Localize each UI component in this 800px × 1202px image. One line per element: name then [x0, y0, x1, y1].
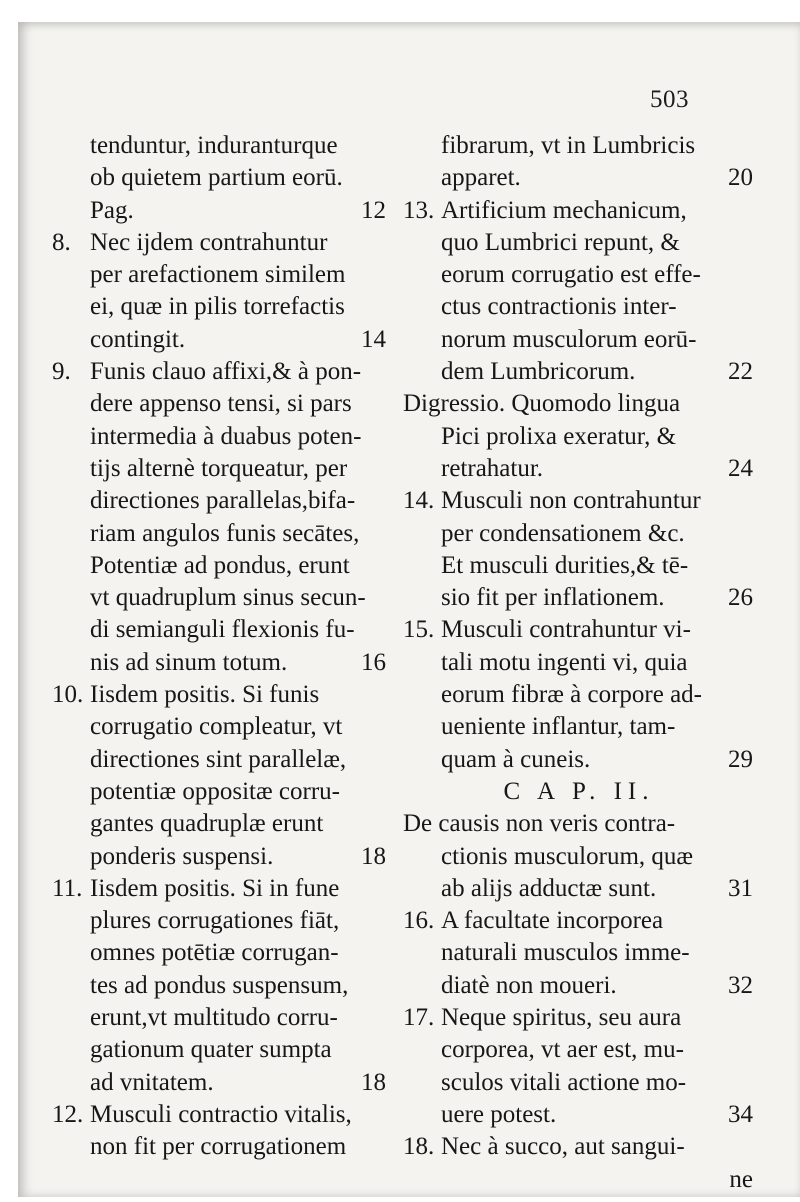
index-line [52, 679, 388, 711]
entry-text: di semianguli flexionis fu- [90, 616, 355, 644]
entry-text: eorum corrugatio est effe- [441, 261, 701, 289]
entry-text: Nec à succo, aut sangui- [441, 1133, 685, 1161]
index-line [52, 485, 388, 517]
index-line [403, 162, 755, 194]
index-line [403, 324, 755, 356]
page-reference: 18 [361, 1068, 386, 1096]
index-line [403, 421, 755, 453]
entry-text: per arefactionem similem [90, 261, 346, 289]
entry-text: Potentiæ ad pondus, erunt [90, 551, 350, 579]
index-line [403, 1131, 755, 1163]
index-line [403, 711, 755, 743]
catchword-line [403, 1164, 755, 1196]
entry-text: sculos vitali actione mo- [441, 1068, 687, 1096]
index-line [403, 905, 755, 937]
index-line [403, 1002, 755, 1034]
index-line [52, 162, 388, 194]
entry-text: plures corrugationes fiāt, [90, 907, 340, 935]
index-line [52, 291, 388, 323]
index-line [403, 550, 755, 582]
index-line [403, 518, 755, 550]
index-line [52, 421, 388, 453]
entry-number: 18. [403, 1133, 435, 1161]
entry-text: Musculi contractio vitalis, [90, 1100, 352, 1128]
entry-text: potentiæ oppositæ corru- [90, 777, 340, 805]
entry-number: 17. [403, 1004, 435, 1032]
index-line [52, 841, 388, 873]
index-line [52, 356, 388, 388]
index-line [52, 614, 388, 646]
index-line [52, 744, 388, 776]
entry-text: ab alijs adductæ sunt. [441, 874, 657, 902]
entry-text: corporea, vt aer est, mu- [441, 1036, 684, 1064]
page-reference: 12 [361, 196, 386, 224]
entry-text: sio fit per inflationem. [441, 584, 665, 612]
entry-text: De causis non veris contra- [403, 810, 676, 838]
index-line [403, 937, 755, 969]
entry-text: non fit per corrugationem [90, 1133, 347, 1161]
right-column [403, 130, 755, 1196]
entry-text: ei, quæ in pilis torrefactis [90, 293, 345, 321]
entry-text: uere potest. [441, 1100, 557, 1128]
entry-number: 14. [403, 487, 435, 515]
index-line [52, 1131, 388, 1163]
index-line [52, 970, 388, 1002]
entry-text: ad vnitatem. [90, 1068, 214, 1096]
entry-text: norum musculorum eorū- [441, 325, 697, 353]
index-line [403, 291, 755, 323]
page-reference: 20 [728, 164, 753, 192]
index-line [52, 582, 388, 614]
entry-text: tali motu ingenti vi, quia [441, 648, 688, 676]
index-line [403, 679, 755, 711]
index-line [403, 1034, 755, 1066]
index-line [52, 647, 388, 679]
entry-text: retrahatur. [441, 454, 544, 482]
index-line [403, 582, 755, 614]
entry-text: eorum fibræ à corpore ad- [441, 681, 702, 709]
entry-number: 12. [52, 1100, 84, 1128]
index-line [52, 873, 388, 905]
entry-text: Neque spiritus, seu aura [441, 1004, 682, 1032]
entry-number: 10. [52, 681, 84, 709]
entry-text: vt quadruplum sinus secun- [90, 584, 366, 612]
index-line [403, 873, 755, 905]
index-line [52, 937, 388, 969]
index-line [403, 1099, 755, 1131]
entry-text: Iisdem positis. Si in fune [90, 874, 340, 902]
entry-text: dem Lumbricorum. [441, 358, 636, 386]
index-line [403, 130, 755, 162]
chapter-heading: C A P. II. [503, 777, 655, 805]
entry-text: nis ad sinum totum. [90, 648, 288, 676]
entry-text: ob quietem partium eorū. [90, 164, 343, 192]
entry-text: erunt,vt multitudo corru- [90, 1004, 338, 1032]
entry-text: quam à cuneis. [441, 745, 591, 773]
index-line [403, 388, 755, 420]
entry-text: Nec ijdem contrahuntur [90, 228, 328, 256]
entry-number: 16. [403, 907, 435, 935]
page-reference: 32 [728, 971, 753, 999]
entry-text: ponderis suspensi. [90, 842, 274, 870]
page-reference: 34 [728, 1100, 753, 1128]
entry-text: ctionis musculorum, quæ [441, 842, 694, 870]
page-reference: 31 [728, 874, 753, 902]
index-line [403, 841, 755, 873]
index-line [403, 647, 755, 679]
entry-text: directiones parallelas,bifa- [90, 487, 356, 515]
book-page [18, 22, 800, 1197]
page-reference: 26 [728, 584, 753, 612]
index-line [52, 388, 388, 420]
index-line [52, 259, 388, 291]
entry-text: contingit. [90, 325, 186, 353]
entry-text: ctus contractionis inter- [441, 293, 677, 321]
index-line [52, 518, 388, 550]
index-line [403, 744, 755, 776]
entry-text: Digressio. Quomodo lingua [403, 390, 681, 418]
page-reference: 22 [728, 358, 753, 386]
entry-number: 11. [52, 874, 83, 902]
entry-text: tes ad pondus suspensum, [90, 971, 349, 999]
index-line [52, 776, 388, 808]
index-line [52, 1067, 388, 1099]
entry-text: A facultate incorporea [441, 907, 664, 935]
entry-text: directiones sint parallelæ, [90, 745, 347, 773]
index-line [52, 195, 388, 227]
entry-text: ueniente inflantur, tam- [441, 713, 676, 741]
entry-text: gantes quadruplæ erunt [90, 810, 324, 838]
page-number: 503 [650, 86, 689, 113]
left-column [52, 130, 388, 1164]
entry-text: Pag. [90, 196, 134, 224]
entry-text: per condensationem &c. [441, 519, 685, 547]
index-line [52, 1099, 388, 1131]
index-line [52, 324, 388, 356]
entry-text: Artificium mechanicum, [441, 196, 687, 224]
entry-text: naturali musculos imme- [441, 939, 690, 967]
entry-text: intermedia à duabus poten- [90, 422, 362, 450]
index-line [403, 195, 755, 227]
index-line [403, 614, 755, 646]
index-line [403, 356, 755, 388]
index-line [403, 485, 755, 517]
entry-text: quo Lumbrici repunt, & [441, 228, 680, 256]
entry-text: Iisdem positis. Si funis [90, 681, 320, 709]
page-reference: 18 [361, 842, 386, 870]
index-line [403, 453, 755, 485]
page-reference: 24 [728, 454, 753, 482]
entry-text: apparet. [441, 164, 521, 192]
entry-text: dere appenso tensi, si pars [90, 390, 352, 418]
index-line [403, 970, 755, 1002]
entry-text: Funis clauo affixi,& à pon- [90, 358, 362, 386]
entry-text: fibrarum, vt in Lumbricis [441, 132, 696, 159]
entry-number: 15. [403, 616, 435, 644]
entry-text: Pici prolixa exeratur, & [441, 422, 677, 450]
entry-number: 9. [52, 358, 71, 386]
index-line [52, 808, 388, 840]
entry-text: Musculi non contrahuntur [441, 487, 701, 515]
entry-text: Musculi contrahuntur vi- [441, 616, 691, 644]
entry-text: tenduntur, induranturque [90, 132, 338, 159]
index-line [52, 1034, 388, 1066]
entry-text: tijs alternè torqueatur, per [90, 454, 348, 482]
index-line [52, 905, 388, 937]
entry-text: diatè non moueri. [441, 971, 617, 999]
index-line [403, 227, 755, 259]
index-line [403, 1067, 755, 1099]
entry-text: corrugatio compleatur, vt [90, 713, 343, 741]
index-line [52, 130, 388, 162]
index-line [403, 259, 755, 291]
page-reference: 29 [728, 745, 753, 773]
entry-number: 13. [403, 196, 435, 224]
index-line [52, 711, 388, 743]
page-reference: 14 [361, 325, 386, 353]
page-reference: 16 [361, 648, 386, 676]
index-line [52, 453, 388, 485]
index-line [52, 550, 388, 582]
entry-text: riam angulos funis secātes, [90, 519, 360, 547]
catchword: ne [729, 1165, 753, 1193]
entry-text: Et musculi durities,& tē- [441, 551, 689, 579]
entry-text: omnes potētiæ corrugan- [90, 939, 339, 967]
index-line [403, 808, 755, 840]
index-line [52, 1002, 388, 1034]
entry-number: 8. [52, 228, 71, 256]
index-line [52, 227, 388, 259]
entry-text: gationum quater sumpta [90, 1036, 332, 1064]
index-line [403, 776, 755, 808]
